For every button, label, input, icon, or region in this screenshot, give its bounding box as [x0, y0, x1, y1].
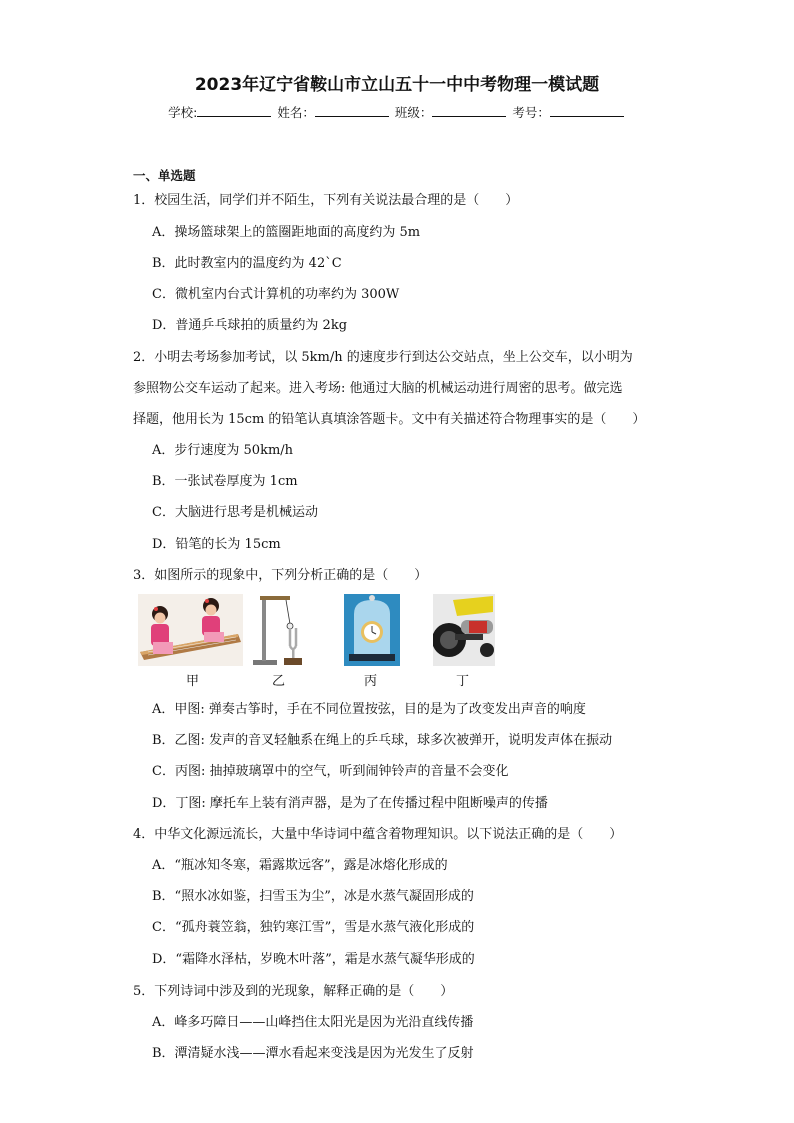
class-label: 班级： [394, 105, 433, 120]
figure-label-ding: 丁 [456, 674, 470, 689]
question-4-option-a: A．“瓶冰知冬寒，霜露欺远客”，露是冰熔化形成的 [152, 858, 448, 873]
question-1-option-d: D．普通乒乓球拍的质量约为 2kg [152, 318, 348, 333]
question-4-option-d: D．“霜降水泽枯，岁晚木叶落”，霜是水蒸气凝华形成的 [152, 952, 475, 967]
question-2-option-a: A．步行速度为 50km/h [152, 443, 294, 458]
question-5-option-b: B．潭清疑水浅——潭水看起来变浅是因为光发生了反射 [152, 1046, 474, 1061]
class-blank[interactable] [432, 104, 506, 117]
question-3-figures [138, 594, 508, 694]
question-3-option-b: B．乙图: 发声的音叉轻触系在绳上的乒乓球，球多次被弹开，说明发声体在振动 [152, 733, 613, 748]
question-2-option-b: B．一张试卷厚度为 1cm [152, 474, 298, 489]
question-2-stem-line-3: 择题，他用长为 15cm 的铅笔认真填涂答题卡。文中有关描述符合物理事实的是（ ） [133, 412, 646, 427]
figure-label-jia: 甲 [186, 674, 200, 689]
question-2-option-d: D．铅笔的长为 15cm [152, 537, 281, 552]
question-2-stem-line-2: 参照物公交车运动了起来。进入考场: 他通过大脑的机械运动进行周密的思考。做完选 [133, 381, 623, 396]
section-heading: 一、单选题 [133, 168, 196, 183]
guzheng-players-image [138, 594, 243, 666]
question-2-option-c: C．大脑进行思考是机械运动 [152, 505, 318, 520]
page-title: 2023年辽宁省鞍山市立山五十一中中考物理一模试题 [194, 75, 600, 95]
question-1-option-c: C．微机室内台式计算机的功率约为 300W [152, 287, 400, 302]
question-4-option-b: B．“照水冰如鉴，扫雪玉为尘”，冰是水蒸气凝固形成的 [152, 889, 474, 904]
question-4-stem: 4．中华文化源远流长，大量中华诗词中蕴含着物理知识。以下说法正确的是（ ） [133, 827, 623, 842]
question-2-stem-line-1: 2．小明去考场参加考试，以 5km/h 的速度步行到达公交站点，坐上公交车，以小明为 [133, 350, 633, 365]
school-blank[interactable] [197, 104, 271, 117]
figure-label-bing: 丙 [364, 674, 378, 689]
name-blank[interactable] [315, 104, 389, 117]
exam-number-blank[interactable] [550, 104, 624, 117]
figure-label-yi: 乙 [272, 674, 286, 689]
name-label: 姓名： [277, 105, 315, 120]
exam-number-label: 考号： [512, 105, 550, 120]
question-1-stem: 1．校园生活，同学们并不陌生，下列有关说法最合理的是（ ） [133, 193, 519, 208]
question-1-option-b: B．此时教室内的温度约为 42`C [152, 256, 342, 271]
student-info-line [0, 103, 794, 121]
question-5-stem: 5．下列诗词中涉及到的光现象，解释正确的是（ ） [133, 984, 454, 999]
school-label: 学校: [168, 105, 198, 120]
question-3-option-d: D．丁图: 摩托车上装有消声器，是为了在传播过程中阻断噪声的传播 [152, 796, 548, 811]
question-1-option-a: A．操场篮球架上的篮圈距地面的高度约为 5m [152, 225, 421, 240]
motorcycle-muffler-image [433, 594, 495, 666]
question-3-stem: 3．如图所示的现象中，下列分析正确的是（ ） [133, 568, 428, 583]
question-4-option-c: C．“孤舟蓑笠翁，独钓寒江雪”，雪是水蒸气液化形成的 [152, 920, 475, 935]
tuning-fork-image [252, 594, 312, 666]
bell-jar-clock-image [344, 594, 400, 666]
question-5-option-a: A．峰多巧障日——山峰挡住太阳光是因为光沿直线传播 [152, 1015, 474, 1030]
question-3-option-a: A．甲图: 弹奏古筝时，手在不同位置按弦，目的是为了改变发出声音的响度 [152, 702, 586, 717]
question-3-option-c: C．丙图: 抽掉玻璃罩中的空气，听到闹钟铃声的音量不会变化 [152, 764, 509, 779]
